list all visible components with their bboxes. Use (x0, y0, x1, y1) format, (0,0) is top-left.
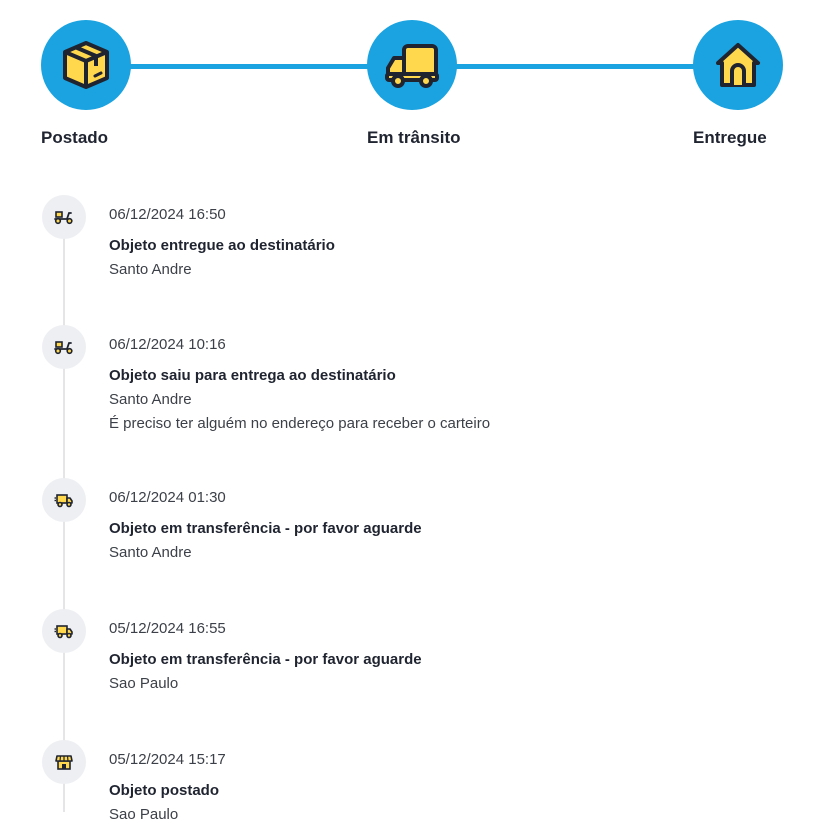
package-icon (59, 38, 113, 92)
transfer-truck-icon (54, 623, 74, 639)
event-location: Santo Andre (109, 261, 192, 278)
event-location: Sao Paulo (109, 806, 179, 823)
event-date: 05/12/2024 15:17 (109, 751, 226, 768)
event-icon-badge (42, 195, 86, 239)
event-title: Objeto em transferência - por favor aguarde (109, 651, 422, 668)
tracking-progress (0, 0, 820, 160)
progress-line-2 (455, 64, 700, 69)
event-title: Objeto saiu para entrega ao destinatário (109, 367, 396, 384)
event-location: Santo Andre (109, 544, 192, 561)
step-label-postado: Postado (41, 128, 109, 147)
event-title: Objeto postado (109, 782, 219, 799)
event-date: 05/12/2024 16:55 (109, 620, 226, 637)
step-postado (41, 20, 131, 110)
post-office-icon (55, 753, 73, 771)
step-em-transito (367, 20, 457, 110)
step-label-entregue: Entregue (693, 128, 767, 147)
event-icon-badge (42, 609, 86, 653)
event-note: É preciso ter alguém no endereço para receber o carteiro (109, 415, 491, 432)
progress-line-1 (130, 64, 370, 69)
delivery-scooter-icon (54, 209, 74, 225)
truck-icon (384, 40, 440, 90)
event-icon-badge (42, 478, 86, 522)
event-date: 06/12/2024 10:16 (109, 336, 226, 353)
event-icon-badge (42, 740, 86, 784)
delivery-scooter-icon (54, 339, 74, 355)
event-date: 06/12/2024 01:30 (109, 489, 226, 506)
event-location: Sao Paulo (109, 675, 179, 692)
step-entregue (693, 20, 783, 110)
event-title: Objeto em transferência - por favor aguarde (109, 520, 422, 537)
event-title: Objeto entregue ao destinatário (109, 237, 335, 254)
event-icon-badge (42, 325, 86, 369)
house-icon (712, 39, 764, 91)
step-label-em-transito: Em trânsito (367, 128, 461, 147)
event-location: Santo Andre (109, 391, 192, 408)
transfer-truck-icon (54, 492, 74, 508)
event-date: 06/12/2024 16:50 (109, 206, 226, 223)
